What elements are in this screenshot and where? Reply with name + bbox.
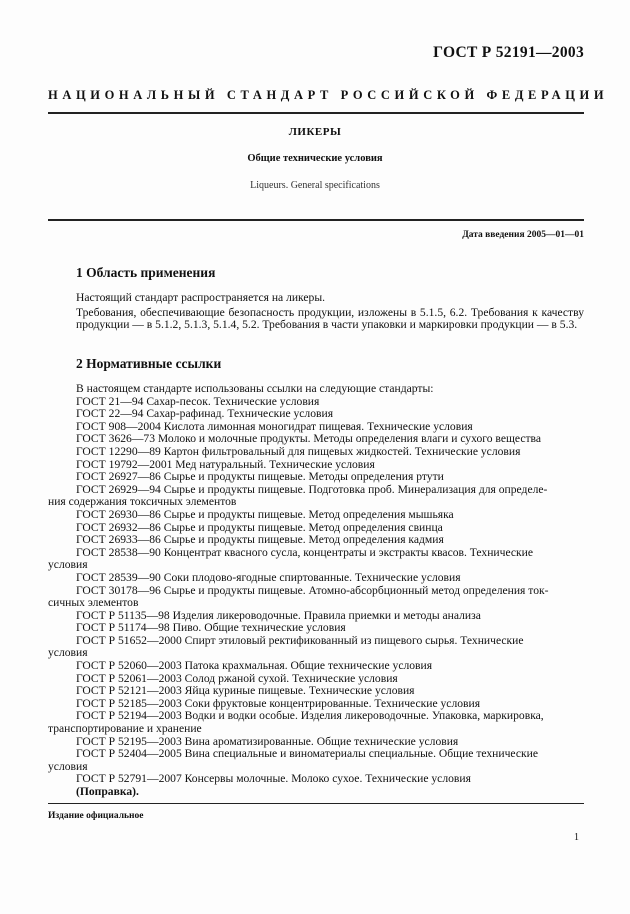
reference-item-continuation: условия	[48, 646, 88, 660]
reference-item: ГОСТ Р 52061—2003 Солод ржаной сухой. Технические условия	[76, 671, 398, 685]
reference-item: ГОСТ Р 52121—2003 Яйца куриные пищевые. Технические условия	[76, 684, 415, 698]
reference-item: ГОСТ Р 52791—2007 Консервы молочные. Молоко сухое. Технические условия	[76, 772, 471, 786]
reference-item: ГОСТ 21—94 Сахар-песок. Технические условия	[76, 394, 320, 408]
document-title: ЛИКЕРЫ	[288, 126, 342, 138]
reference-item: ГОСТ 19792—2001 Мед натуральный. Технические условия	[76, 457, 375, 471]
reference-item: ГОСТ 12290—89 Картон фильтровальный для пищевых жидкостей. Технические условия	[76, 444, 521, 458]
section-heading-scope: 1 Область применения	[76, 265, 216, 280]
english-title: Liqueurs. General specifications	[250, 180, 380, 191]
reference-item-continuation: условия	[48, 759, 88, 773]
reference-item: ГОСТ 22—94 Сахар-рафинад. Технические условия	[76, 407, 334, 421]
gost-number: ГОСТ Р 52191—2003	[433, 44, 584, 61]
reference-item: ГОСТ 26930—86 Сырье и продукты пищевые. Метод определения мышьяка	[76, 507, 454, 521]
reference-item: ГОСТ Р 52194—2003 Водки и водки особые. Изделия ликероводочные. Упаковка, маркировка,	[76, 709, 544, 723]
footer-divider	[48, 803, 584, 804]
reference-item: ГОСТ Р 51174—98 Пиво. Общие технические условия	[76, 621, 346, 635]
reference-item: ГОСТ 26932—86 Сырье и продукты пищевые. Метод определения свинца	[76, 520, 443, 534]
reference-item-continuation: условия	[48, 558, 88, 572]
reference-item: ГОСТ Р 52185—2003 Соки фруктовые концентрированные. Технические условия	[76, 696, 481, 710]
document-subtitle: Общие технические условия	[247, 153, 383, 164]
reference-item-continuation: ния содержания токсичных элементов	[48, 495, 237, 509]
reference-item: ГОСТ 26933—86 Сырье и продукты пищевые. Метод определения кадмия	[76, 533, 444, 547]
header-divider	[48, 112, 584, 114]
references-list	[48, 382, 584, 799]
national-standard-banner: НАЦИОНАЛЬНЫЙ СТАНДАРТ РОССИЙСКОЙ ФЕДЕРАЦИИ	[48, 88, 609, 102]
reference-item: ГОСТ 26927—86 Сырье и продукты пищевые. Методы определения ртути	[76, 470, 444, 484]
reference-item: ГОСТ Р 51652—2000 Спирт этиловый ректификованный из пищевого сырья. Технические	[76, 633, 524, 647]
reference-item-continuation: сичных элементов	[48, 596, 139, 610]
reference-item: ГОСТ 3626—73 Молоко и молочные продукты. Методы определения влаги и сухого вещества	[76, 432, 542, 446]
section-scope-body	[76, 292, 584, 332]
reference-item: ГОСТ Р 52404—2005 Вина специальные и виноматериалы специальные. Общие технические	[76, 747, 538, 761]
reference-item: ГОСТ 28538—90 Концентрат квасного сусла, концентраты и экстракты квасов. Технические	[76, 545, 534, 559]
reference-item-continuation: транспортирование и хранение	[48, 722, 202, 736]
paragraph: Настоящий стандарт распространяется на ликеры.	[76, 291, 326, 304]
effective-date: Дата введения 2005—01—01	[462, 230, 584, 240]
correction-note: (Поправка).	[76, 785, 139, 798]
reference-item: ГОСТ 30178—96 Сырье и продукты пищевые. Атомно-абсорбционный метод определения ток-	[76, 583, 549, 597]
reference-item: ГОСТ Р 52195—2003 Вина ароматизированные. Общие технические условия	[76, 734, 459, 748]
paragraph: Требования, обеспечивающие безопасность продукции, изложены в 5.1.5, 6.2. Требования к качеству продукции — в 5.1.2, 5.1.3, 5.1.4, 5.2. Требования в части упаковки и маркировки продукции — в 5.3.	[76, 305, 584, 332]
section-heading-references: 2 Нормативные ссылки	[76, 356, 222, 371]
edition-label: Издание официальное	[48, 811, 144, 821]
reference-item: ГОСТ Р 51135—98 Изделия ликероводочные. Правила приемки и методы анализа	[76, 608, 481, 622]
reference-item: ГОСТ Р 52060—2003 Патока крахмальная. Общие технические условия	[76, 659, 433, 673]
reference-item: ГОСТ 26929—94 Сырье и продукты пищевые. Подготовка проб. Минерализация для определе-	[76, 482, 548, 496]
reference-item: ГОСТ 28539—90 Соки плодово-ягодные спиртованные. Технические условия	[76, 570, 461, 584]
reference-item: ГОСТ 908—2004 Кислота лимонная моногидрат пищевая. Технические условия	[76, 419, 473, 433]
page-number: 1	[574, 832, 579, 843]
title-divider	[48, 219, 584, 221]
references-intro: В настоящем стандарте использованы ссылки на следующие стандарты:	[76, 382, 434, 395]
